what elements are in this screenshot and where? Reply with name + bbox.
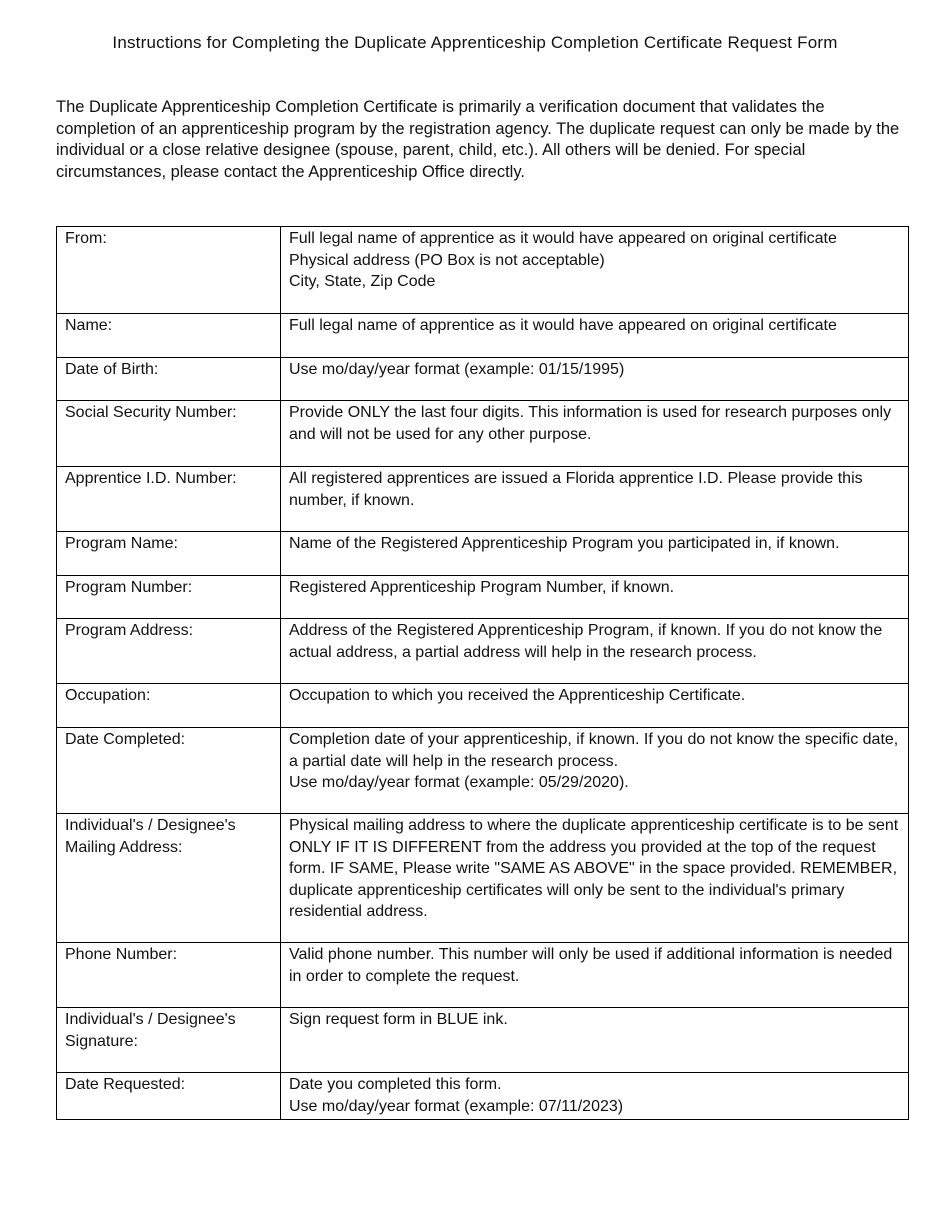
description-line: City, State, Zip Code <box>289 273 436 290</box>
description-line: Full legal name of apprentice as it would have appeared on original certificate <box>289 317 837 334</box>
description-line: Address of the Registered Apprenticeship Program, if known. If you do not know the actual address, a partial address will help in the research process. <box>289 622 883 661</box>
field-label: Social Security Number: <box>57 401 281 467</box>
field-label: Individual's / Designee's Signature: <box>57 1008 281 1073</box>
description-line: Registered Apprenticeship Program Number, if known. <box>289 579 675 596</box>
field-description <box>281 227 909 314</box>
table-row <box>57 728 909 814</box>
description-line: Physical mailing address to where the duplicate apprenticeship certificate is to be sent ONLY IF IT IS DIFFERENT from the address you provided at the top of the request form. IF SAME, Please write "SAME AS ABOVE" in the space provided. REMEMBER, duplicate apprenticeship certificates will only be sent to the individual's primary residential address. <box>289 817 899 920</box>
description-line: Occupation to which you received the Apprenticeship Certificate. <box>289 687 746 704</box>
table-row <box>57 532 909 576</box>
table-row <box>57 576 909 619</box>
table-row <box>57 1073 909 1120</box>
table-row <box>57 814 909 943</box>
field-label: From: <box>57 227 281 314</box>
description-line: Use mo/day/year format (example: 07/11/2023) <box>289 1097 624 1115</box>
table-row <box>57 943 909 1008</box>
field-description <box>281 1073 909 1120</box>
field-description <box>281 532 909 576</box>
field-label: Apprentice I.D. Number: <box>57 467 281 532</box>
table-row <box>57 684 909 728</box>
field-description <box>281 467 909 532</box>
field-description <box>281 358 909 401</box>
instructions-table <box>56 226 909 1120</box>
table-row <box>57 314 909 358</box>
field-label: Occupation: <box>57 684 281 728</box>
field-description <box>281 943 909 1008</box>
field-description <box>281 576 909 619</box>
description-line: Physical address (PO Box is not acceptable) <box>289 251 605 269</box>
description-line: Use mo/day/year format (example: 05/29/2020). <box>289 774 629 791</box>
field-label: Program Number: <box>57 576 281 619</box>
description-line: Use mo/day/year format (example: 01/15/1995) <box>289 361 625 378</box>
table-row <box>57 401 909 467</box>
intro-paragraph: The Duplicate Apprenticeship Completion Certificate is primarily a verification document that validates the completion of an apprenticeship program by the registration agency. The duplicate request can only be made by the individual or a close relative designee (spouse, parent, child, etc.). All others will be denied. For special circumstances, please contact the Apprenticeship Office directly. <box>56 98 900 181</box>
field-label: Individual's / Designee's Mailing Address: <box>57 814 281 943</box>
field-description <box>281 1008 909 1073</box>
field-label: Phone Number: <box>57 943 281 1008</box>
description-line: Valid phone number. This number will only be used if additional information is needed in order to complete the request. <box>289 946 893 985</box>
field-description <box>281 314 909 358</box>
field-label: Date Completed: <box>57 728 281 814</box>
field-description <box>281 619 909 684</box>
description-line: Completion date of your apprenticeship, if known. If you do not know the specific date, a partial date will help in the research process. <box>289 731 899 770</box>
field-description <box>281 684 909 728</box>
field-description <box>281 728 909 814</box>
field-description <box>281 401 909 467</box>
field-label: Name: <box>57 314 281 358</box>
description-line: Name of the Registered Apprenticeship Program you participated in, if known. <box>289 535 840 552</box>
description-line: All registered apprentices are issued a Florida apprentice I.D. Please provide this number, if known. <box>289 470 863 509</box>
table-row <box>57 1008 909 1073</box>
description-line: Provide ONLY the last four digits. This information is used for research purposes only and will not be used for any other purpose. <box>289 404 892 443</box>
field-label: Date Requested: <box>57 1073 281 1120</box>
table-row <box>57 467 909 532</box>
description-line: Full legal name of apprentice as it would have appeared on original certificate <box>289 230 837 247</box>
field-label: Program Address: <box>57 619 281 684</box>
field-description <box>281 814 909 943</box>
field-label: Date of Birth: <box>57 358 281 401</box>
description-line: Date you completed this form. <box>289 1076 502 1093</box>
table-row <box>57 227 909 314</box>
field-label: Program Name: <box>57 532 281 576</box>
table-row <box>57 619 909 684</box>
table-row <box>57 358 909 401</box>
description-line: Sign request form in BLUE ink. <box>289 1011 508 1028</box>
page-title: Instructions for Completing the Duplicate Apprenticeship Completion Certificate Request Form <box>112 33 838 52</box>
